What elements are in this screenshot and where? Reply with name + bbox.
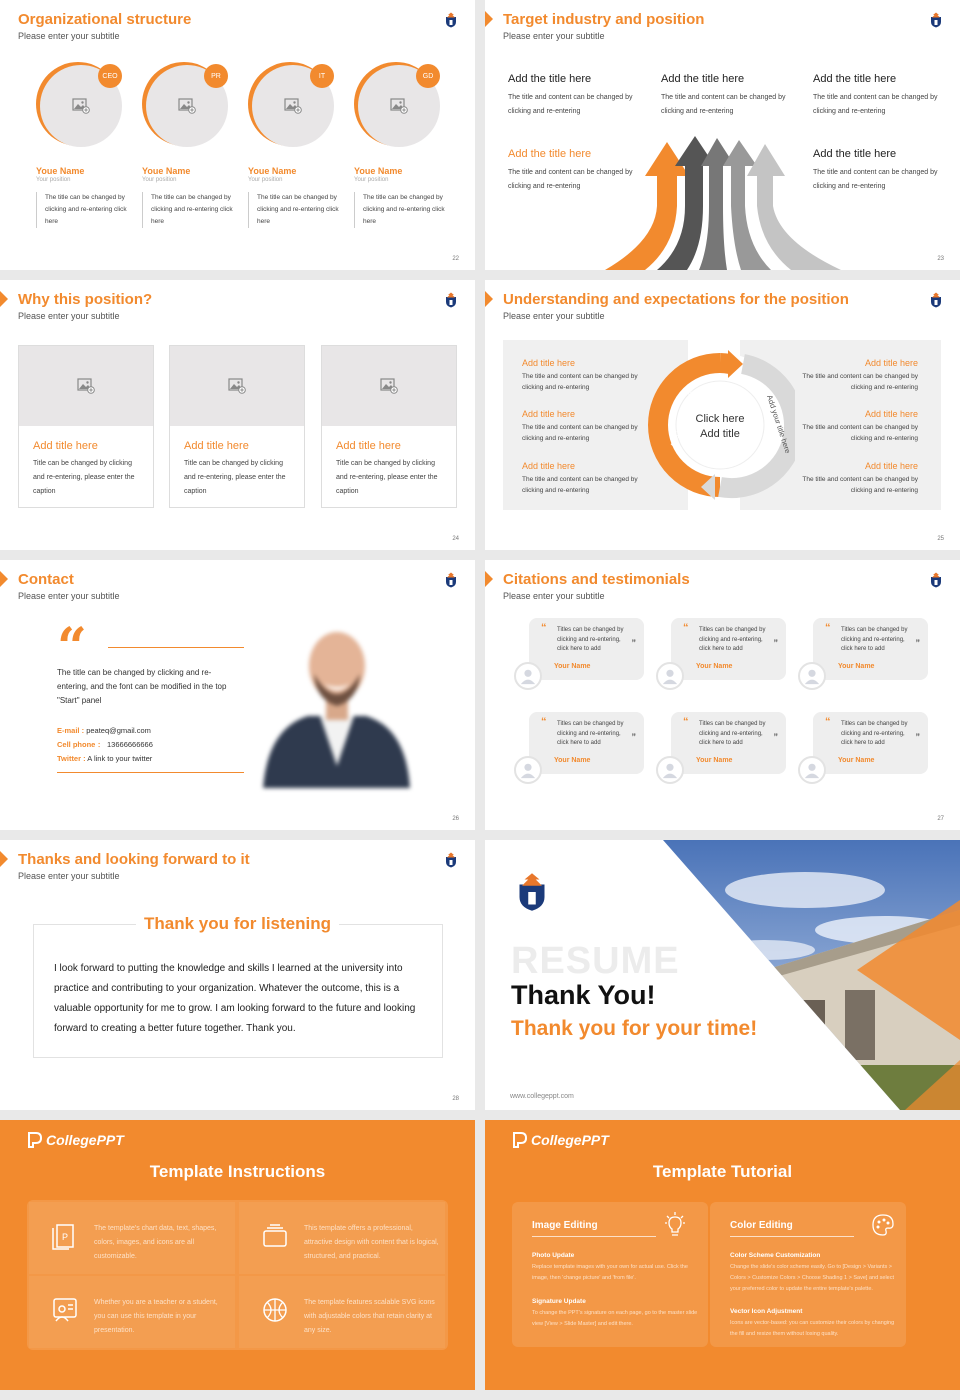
slide-organizational-structure[interactable] — [0, 0, 475, 270]
university-crest-icon — [517, 868, 547, 916]
user-icon — [661, 667, 679, 685]
expectation-item — [522, 358, 652, 393]
org-member — [36, 62, 126, 228]
close-quote-icon: ” — [915, 732, 920, 742]
item-body: The title and content can be changed by clicking and re-entering — [522, 476, 638, 494]
phone-label: Cell phone ： — [57, 740, 105, 749]
image-placeholder-icon — [72, 98, 90, 114]
page-number: 27 — [937, 816, 944, 822]
org-member — [142, 62, 232, 228]
instruction-text: This template offers a professional, attractive design with content that is logical, structured, and practical. — [304, 1225, 439, 1260]
expectation-item — [788, 409, 918, 444]
block-body: The title and content can be changed by clicking and re-entering — [508, 94, 633, 115]
brand-logo — [512, 1132, 609, 1148]
member-name: Youe Name — [354, 166, 403, 176]
item-title: Add title here — [522, 461, 576, 471]
open-quote-icon: “ — [683, 716, 689, 728]
member-photo[interactable] — [248, 62, 334, 148]
instruction-text: The template features scalable SVG icons with adjustable colors that retain clarity at any size. — [304, 1299, 435, 1334]
brand-name: CollegePPT — [531, 1132, 609, 1148]
instruction-text: The template's chart data, text, shapes, colors, images, and icons are all customizable. — [94, 1225, 217, 1260]
palette-icon — [870, 1212, 896, 1238]
image-placeholder-icon — [178, 98, 196, 114]
user-icon — [661, 761, 679, 779]
expectation-item — [522, 461, 652, 496]
slide-title: Citations and testimonials — [503, 571, 690, 588]
slide-subtitle: Please enter your subtitle — [18, 871, 120, 881]
org-member — [248, 62, 338, 228]
avatar — [798, 662, 826, 690]
member-position: Your position — [142, 177, 177, 183]
testimonial-name: Your Name — [554, 663, 591, 670]
layers-icon — [261, 1222, 289, 1250]
university-logo-icon — [930, 292, 942, 308]
expectation-item — [788, 461, 918, 496]
open-quote-icon: “ — [683, 622, 689, 634]
testimonial-name: Your Name — [838, 757, 875, 764]
role-badge: PR — [204, 64, 228, 88]
cycle-diagram[interactable] — [645, 350, 795, 500]
reason-card[interactable] — [169, 345, 305, 508]
section-title: Photo Update — [532, 1252, 575, 1259]
slide-heading: Template Instructions — [149, 1162, 326, 1181]
user-icon — [803, 667, 821, 685]
slide-subtitle: Please enter your subtitle — [18, 31, 120, 41]
block-body: The title and content can be changed by clicking and re-entering — [508, 169, 633, 190]
page-number: 23 — [937, 256, 944, 262]
open-quote-icon: “ — [541, 622, 547, 634]
member-description: The title can be changed by clicking and re-entering click here — [142, 192, 234, 228]
testimonial-card[interactable] — [514, 618, 644, 686]
testimonial-card[interactable] — [798, 712, 928, 780]
slide-subtitle: Please enter your subtitle — [503, 591, 605, 601]
item-title: Add title here — [864, 409, 918, 419]
item-body: The title and content can be changed by clicking and re-entering — [522, 373, 638, 391]
block-title: Add the title here — [661, 73, 745, 85]
slide-subtitle: Please enter your subtitle — [18, 311, 120, 321]
instruction-cell — [29, 1202, 235, 1274]
thanks-heading-wrap — [0, 914, 475, 934]
item-body: The title and content can be changed by clicking and re-entering — [802, 373, 918, 391]
close-quote-icon: ” — [773, 638, 778, 648]
slide-subtitle: Please enter your subtitle — [503, 31, 605, 41]
university-logo-icon — [930, 12, 942, 28]
avatar — [798, 756, 826, 784]
open-quote-icon: “ — [541, 716, 547, 728]
reason-card[interactable] — [321, 345, 457, 508]
close-quote-icon: ” — [773, 732, 778, 742]
user-icon — [803, 761, 821, 779]
testimonial-card[interactable] — [656, 712, 786, 780]
reason-card[interactable] — [18, 345, 154, 508]
avatar — [514, 662, 542, 690]
testimonial-text: Titles can be changed by clicking and re-entering, click here to add — [841, 721, 908, 746]
thank-you-subtitle: Thank you for your time! — [511, 1017, 758, 1040]
section-body: Change the slide's color scheme easily. Go to [Design > Variants > Colors > Customize Colors > Choose Shading 1 > Save] and select your preferred color to update the entire template's palette. — [730, 1264, 895, 1292]
member-name: Youe Name — [142, 166, 191, 176]
slide-thank-you-cover[interactable] — [485, 840, 960, 1110]
slide-template-instructions[interactable] — [0, 1120, 475, 1390]
image-placeholder-icon — [77, 378, 95, 394]
member-name: Youe Name — [36, 166, 85, 176]
item-body: The title and content can be changed by clicking and re-entering — [802, 424, 918, 442]
card-title: Add title here — [336, 440, 401, 452]
image-placeholder-icon — [380, 378, 398, 394]
slide-citations-testimonials[interactable] — [485, 560, 960, 830]
testimonial-text: Titles can be changed by clicking and re-entering, click here to add — [841, 627, 908, 652]
university-logo-icon — [930, 572, 942, 588]
block-title: Add the title here — [813, 148, 897, 160]
slide-understanding-expectations[interactable] — [485, 280, 960, 550]
open-quote-icon: “ — [825, 622, 831, 634]
image-editing-card — [512, 1202, 708, 1347]
slide-why-this-position[interactable] — [0, 280, 475, 550]
block-body: The title and content can be changed by clicking and re-entering — [813, 169, 938, 190]
card-title: Add title here — [33, 440, 98, 452]
testimonial-name: Your Name — [696, 757, 733, 764]
university-logo-icon — [445, 292, 457, 308]
block-body: The title and content can be changed by clicking and re-entering — [661, 94, 786, 115]
slide-target-industry[interactable] — [485, 0, 960, 270]
block-title: Add the title here — [813, 73, 897, 85]
member-name: Youe Name — [248, 166, 297, 176]
document-icon — [51, 1222, 79, 1250]
person-photo — [258, 616, 413, 788]
avatar — [656, 662, 684, 690]
page-number: 28 — [452, 1096, 459, 1102]
avatar — [514, 756, 542, 784]
text-block — [508, 73, 638, 119]
block-title: Add the title here — [508, 73, 592, 85]
text-block — [661, 73, 791, 119]
thanks-box — [33, 924, 443, 1058]
expectation-item — [522, 409, 652, 444]
page-number: 24 — [452, 536, 459, 542]
cycle-center-line1: Click here — [695, 413, 745, 425]
expectation-item — [788, 358, 918, 393]
slide-subtitle: Please enter your subtitle — [503, 311, 605, 321]
text-block — [813, 73, 943, 119]
testimonial-text: Titles can be changed by clicking and re-entering, click here to add — [557, 627, 624, 652]
member-description: The title can be changed by clicking and re-entering click here — [354, 192, 446, 228]
brand-icon — [27, 1132, 43, 1148]
section-title: Signature Update — [532, 1298, 586, 1305]
user-icon — [519, 761, 537, 779]
contact-details — [57, 724, 153, 766]
slide-title: Organizational structure — [18, 11, 192, 28]
org-member — [354, 62, 444, 228]
brand-icon — [512, 1132, 528, 1148]
block-body: The title and content can be changed by clicking and re-entering — [813, 94, 938, 115]
section-title: Color Scheme Customization — [730, 1252, 821, 1259]
testimonial-name: Your Name — [696, 663, 733, 670]
section-body: To change the PPT's signature on each page, go to the master slide view [View > Slide Master] and edit there. — [532, 1310, 698, 1327]
instruction-cell — [239, 1276, 445, 1348]
slide-heading: Template Tutorial — [652, 1162, 793, 1181]
phone-value[interactable]: 13666666666 — [107, 740, 153, 749]
item-body: The title and content can be changed by clicking and re-entering — [802, 476, 918, 494]
role-badge: CEO — [98, 64, 122, 88]
slide-title: Understanding and expectations for the position — [503, 291, 849, 308]
section-body: Replace template images with your own for actual use. Click the image, then 'change picture' and 'from file'. — [532, 1264, 688, 1281]
member-photo[interactable] — [36, 62, 122, 148]
twitter-value[interactable]: A link to your twitter — [87, 754, 153, 763]
section-body: Icons are vector-based: you can customize their colors by changing the fill and resize them without losing quality. — [730, 1320, 895, 1337]
slide-thanks-forward[interactable] — [0, 840, 475, 1110]
instructions-panel — [27, 1200, 448, 1350]
thanks-body: I look forward to putting the knowledge and skills I learned at the university into practice and contributing to your organization. Whatever the outcome, this is a valuable opportunity for me to grow. I am looking forward to the future and looking forward to creating a better future together. Thank you. — [54, 963, 416, 1034]
title-marker — [0, 851, 8, 867]
avatar — [656, 756, 684, 784]
card-body: Title can be changed by clicking and re-entering, please enter the caption — [336, 460, 438, 495]
svg-text:P: P — [61, 1232, 69, 1242]
instruction-cell — [239, 1202, 445, 1274]
title-marker — [0, 291, 8, 307]
close-quote-icon: ” — [915, 638, 920, 648]
testimonial-card[interactable] — [656, 618, 786, 686]
section-title: Vector Icon Adjustment — [730, 1308, 803, 1315]
contact-intro: The title can be changed by clicking and re-entering, and the font can be modified in the top "Start" panel — [57, 668, 227, 705]
email-value[interactable]: peateq@gmail.com — [86, 726, 151, 735]
thanks-heading: Thank you for listening — [136, 914, 339, 933]
testimonial-name: Your Name — [554, 757, 591, 764]
image-placeholder-icon — [390, 98, 408, 114]
image-placeholder-icon — [228, 378, 246, 394]
instruction-text: Whether you are a teacher or a student, you can use this template in your presentation. — [94, 1299, 218, 1334]
thank-you-title: Thank You! — [511, 980, 656, 1010]
item-title: Add title here — [864, 461, 918, 471]
university-logo-icon — [445, 852, 457, 868]
slide-title: Contact — [18, 571, 74, 588]
member-description: The title can be changed by clicking and re-entering click here — [36, 192, 128, 228]
university-logo-icon — [445, 12, 457, 28]
card-body: Title can be changed by clicking and re-entering, please enter the caption — [33, 460, 135, 495]
member-position: Your position — [248, 177, 283, 183]
arc-label-right: Add your title here — [765, 393, 793, 455]
testimonial-text: Titles can be changed by clicking and re-entering, click here to add — [557, 721, 624, 746]
open-quote-icon: “ — [825, 716, 831, 728]
lightbulb-icon — [662, 1212, 688, 1238]
slide-contact[interactable] — [0, 560, 475, 830]
slide-subtitle: Please enter your subtitle — [18, 591, 120, 601]
user-icon — [519, 667, 537, 685]
card-heading: Color Editing — [730, 1220, 793, 1231]
member-photo[interactable] — [354, 62, 440, 148]
member-description: The title can be changed by clicking and re-entering click here — [248, 192, 340, 228]
brand-logo — [27, 1132, 124, 1148]
block-title: Add the title here — [508, 148, 592, 160]
testimonial-name: Your Name — [838, 663, 875, 670]
member-position: Your position — [354, 177, 389, 183]
item-body: The title and content can be changed by clicking and re-entering — [522, 424, 638, 442]
close-quote-icon: ” — [631, 732, 636, 742]
twitter-label: Twitter : — [57, 754, 86, 763]
item-title: Add title here — [522, 409, 576, 419]
title-marker — [485, 571, 493, 587]
testimonial-text: Titles can be changed by clicking and re-entering, click here to add — [699, 627, 766, 652]
email-label: E-mail : — [57, 726, 85, 735]
item-title: Add title here — [864, 358, 918, 368]
role-badge: IT — [310, 64, 334, 88]
title-marker — [0, 571, 8, 587]
card-title: Add title here — [184, 440, 249, 452]
presenter-icon — [51, 1296, 79, 1324]
instruction-cell — [29, 1276, 235, 1348]
divider — [57, 772, 244, 773]
card-body: Title can be changed by clicking and re-entering, please enter the caption — [184, 460, 286, 495]
university-logo-icon — [445, 572, 457, 588]
arrows-graphic — [605, 136, 845, 270]
image-placeholder-icon — [284, 98, 302, 114]
slide-title: Target industry and position — [503, 11, 705, 28]
testimonial-card[interactable] — [514, 712, 644, 780]
member-photo[interactable] — [142, 62, 228, 148]
close-quote-icon: ” — [631, 638, 636, 648]
testimonial-text: Titles can be changed by clicking and re-entering, click here to add — [699, 721, 766, 746]
member-position: Your position — [36, 177, 71, 183]
ghost-text: RESUME — [511, 940, 680, 982]
testimonial-card[interactable] — [798, 618, 928, 686]
slide-template-tutorial[interactable] — [485, 1120, 960, 1390]
website-url[interactable]: www.collegeppt.com — [510, 1093, 574, 1100]
card-heading: Image Editing — [532, 1220, 598, 1231]
brand-name: CollegePPT — [46, 1132, 124, 1148]
page-number: 26 — [452, 816, 459, 822]
role-badge: GD — [416, 64, 440, 88]
divider — [108, 647, 244, 648]
title-marker — [485, 291, 493, 307]
color-editing-card — [710, 1202, 906, 1347]
quote-icon: “ — [57, 617, 87, 678]
basketball-icon — [261, 1296, 289, 1324]
arc-label-left: Add your title here — [668, 387, 696, 449]
cycle-center-line2: Add title — [700, 428, 740, 440]
page-number: 22 — [452, 256, 459, 262]
slide-title: Why this position? — [18, 291, 153, 308]
title-marker — [485, 11, 493, 27]
page-number: 25 — [937, 536, 944, 542]
slide-title: Thanks and looking forward to it — [18, 851, 250, 868]
item-title: Add title here — [522, 358, 576, 368]
